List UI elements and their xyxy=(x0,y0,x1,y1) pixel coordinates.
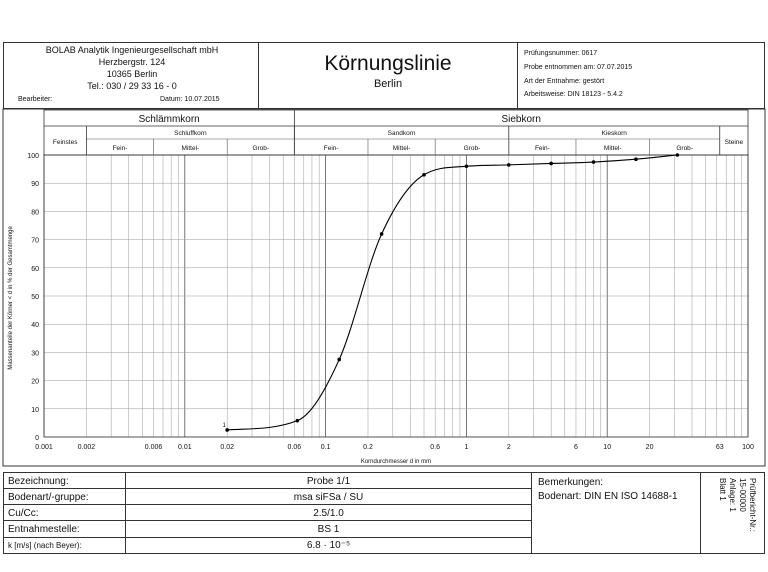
x-tick-label: 0.006 xyxy=(144,444,163,451)
x-tick-label: 0.002 xyxy=(77,444,96,451)
subfraction-label: Fein- xyxy=(323,145,339,152)
fraction-header xyxy=(44,110,748,155)
info-art: Art der Entnahme: gestört xyxy=(524,78,605,85)
fraction-label: Steine xyxy=(724,139,744,146)
fraction-label: Sandkorn xyxy=(387,130,416,137)
bemerkungen-text: Bodenart: DIN EN ISO 14688-1 xyxy=(538,491,678,502)
row-value-kwert: 6.8 · 10⁻⁵ xyxy=(306,540,351,551)
info-pruefnummer: Prüfungsnummer: 0617 xyxy=(524,50,598,57)
data-point xyxy=(465,164,469,168)
subfraction-label: Fein- xyxy=(112,145,128,152)
x-tick-label: 20 xyxy=(645,444,654,451)
data-point xyxy=(549,162,553,166)
subfraction-label: Grob- xyxy=(463,145,481,152)
x-tick-label: 0.02 xyxy=(220,444,234,451)
data-point xyxy=(676,153,680,157)
side-anlage: Anlage: 1 xyxy=(728,478,737,512)
data-point xyxy=(380,232,384,236)
row-value-bezeichnung: Probe 1/1 xyxy=(306,476,351,487)
side-pruefbericht-nr: 15-00000 xyxy=(738,478,747,512)
grading-curve xyxy=(227,155,677,430)
x-tick-label: 0.01 xyxy=(177,444,192,451)
row-label-bodenart: Bodenart/-gruppe: xyxy=(8,492,89,503)
side-blatt: Blatt 1 xyxy=(718,478,727,501)
grid xyxy=(44,155,748,437)
page-subtitle: Berlin xyxy=(373,78,403,90)
y-tick-label: 10 xyxy=(31,406,39,414)
data-point xyxy=(634,157,638,161)
subfraction-label: Fein- xyxy=(534,145,550,152)
bemerkungen-title: Bemerkungen: xyxy=(538,477,604,488)
data-point xyxy=(507,163,511,167)
subfraction-label: Mittel- xyxy=(181,145,200,152)
fraction-label: Schluffkorn xyxy=(174,130,207,137)
row-label-bezeichnung: Bezeichnung: xyxy=(8,476,69,487)
footer-row-line xyxy=(3,520,531,521)
group-label: Siebkorn xyxy=(501,114,541,125)
y-tick-label: 30 xyxy=(31,350,39,358)
x-tick-label: 0.2 xyxy=(363,444,373,451)
company-name: BOLAB Analytik Ingenieurgesellschaft mbH xyxy=(45,45,219,55)
y-tick-label: 50 xyxy=(31,294,39,301)
footer-value-divider xyxy=(531,472,532,554)
y-tick-label: 60 xyxy=(31,265,39,273)
chart-frame xyxy=(3,109,765,466)
footer-side-divider xyxy=(700,472,701,554)
fraction-label: Kieskorn xyxy=(601,130,627,137)
row-label-cucc: Cu/Cc: xyxy=(8,508,39,519)
company-city: 10365 Berlin xyxy=(106,69,158,79)
y-tick-label: 80 xyxy=(31,209,39,217)
subfraction-label: Grob- xyxy=(676,145,693,152)
bearbeiter-label: Bearbeiter: xyxy=(18,96,53,103)
y-axis-label: Massenanteile der Körner < d in % der Gesamtmenge xyxy=(8,226,14,370)
x-tick-label: 6 xyxy=(574,444,578,451)
footer-row-line xyxy=(3,488,531,489)
x-tick-label: 0.001 xyxy=(35,444,53,451)
row-label-entnahmestelle: Entnahmestelle: xyxy=(8,524,80,535)
y-tick-label: 90 xyxy=(31,181,39,189)
subfraction-label: Grob- xyxy=(252,145,270,152)
x-tick-label: 0.1 xyxy=(320,444,331,451)
company-phone: Tel.: 030 / 29 33 16 - 0 xyxy=(87,81,177,91)
row-value-entnahmestelle: BS 1 xyxy=(317,524,340,535)
page-title: Körnungslinie xyxy=(324,52,452,75)
row-value-cucc: 2.5/1.0 xyxy=(313,508,344,519)
y-tick-label: 100 xyxy=(27,153,39,160)
footer-row-line xyxy=(3,537,531,538)
row-value-bodenart: msa siFSa / SU xyxy=(293,492,364,503)
x-tick-label: 0.6 xyxy=(430,444,441,451)
data-point xyxy=(225,428,229,432)
row-label-kwert: k [m/s] (nach Beyer): xyxy=(8,541,82,550)
data-point xyxy=(296,419,300,423)
data-point xyxy=(592,160,596,164)
y-tick-label: 40 xyxy=(31,322,39,330)
side-pruefbericht-label: Prüfbericht-Nr.: xyxy=(748,478,757,532)
group-label: Schlämmkorn xyxy=(138,114,200,125)
x-axis-label: Korndurchmesser d in mm xyxy=(360,459,432,465)
footer-row-line xyxy=(3,504,531,505)
x-tick-label: 10 xyxy=(603,444,612,451)
y-tick-label: 70 xyxy=(31,237,39,245)
x-tick-label: 100 xyxy=(742,444,754,451)
subfraction-label: Mittel- xyxy=(603,145,622,152)
datum-label: Datum: 10.07.2015 xyxy=(160,96,220,103)
data-point xyxy=(337,358,341,362)
info-entnommen: Probe entnommen am: 07.07.2015 xyxy=(524,64,633,71)
subfraction-label: Mittel- xyxy=(392,145,411,152)
info-arbeitsweise: Arbeitsweise: DIN 18123 - 5.4.2 xyxy=(524,91,623,98)
axes xyxy=(27,153,754,451)
y-tick-label: 0 xyxy=(35,435,39,442)
curve-number-label: 1 xyxy=(222,422,226,429)
company-street: Herzbergstr. 124 xyxy=(98,57,166,67)
data-point xyxy=(422,173,426,177)
y-tick-label: 20 xyxy=(31,378,39,386)
fraction-label: Feinstes xyxy=(52,139,78,146)
x-tick-label: 63 xyxy=(715,444,724,451)
x-tick-label: 0.06 xyxy=(287,444,302,451)
x-tick-label: 1 xyxy=(464,444,469,451)
series-layer xyxy=(223,153,680,432)
x-tick-label: 2 xyxy=(506,444,511,451)
